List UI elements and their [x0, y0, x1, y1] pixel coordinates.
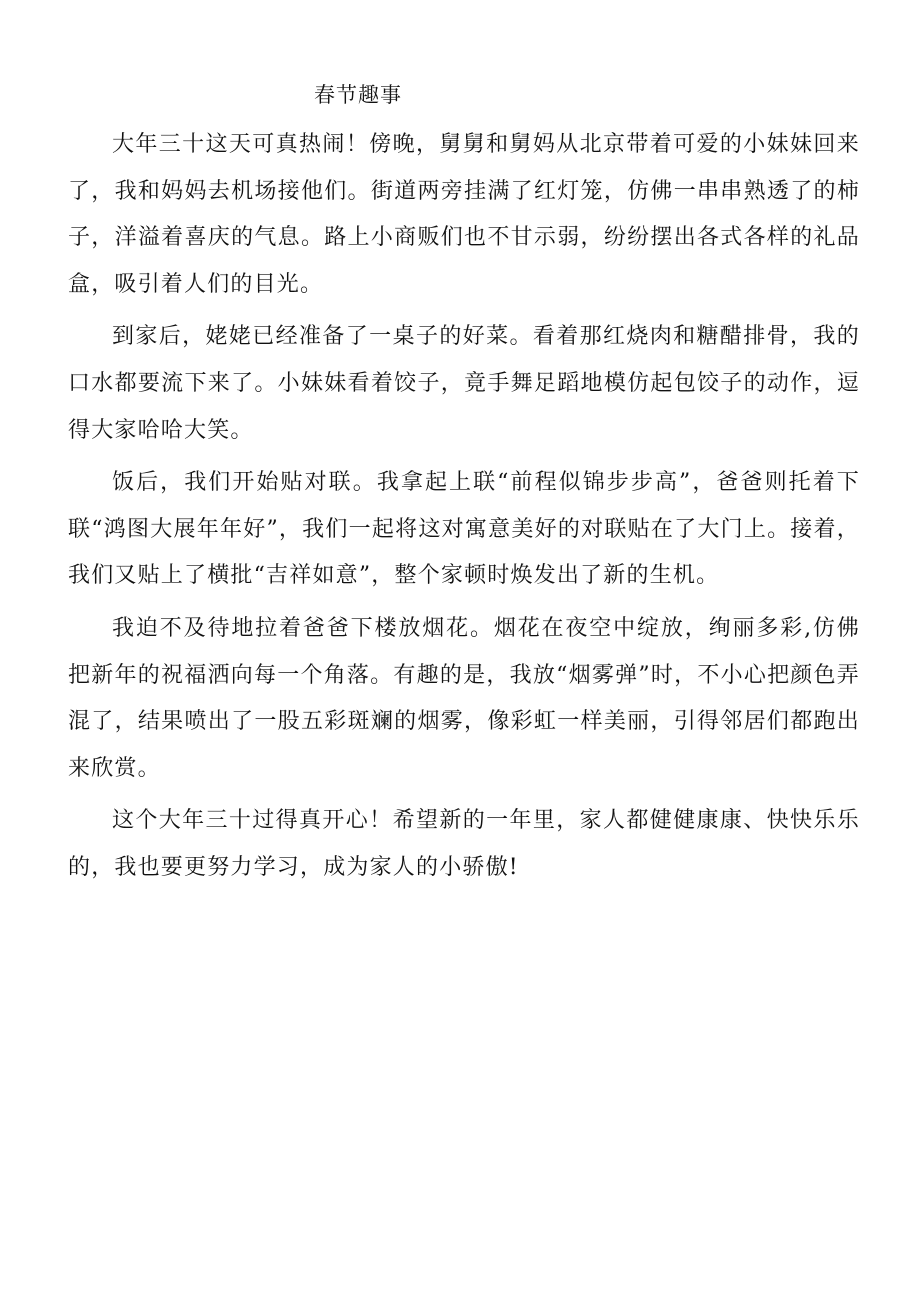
paragraph-1: 大年三十这天可真热闹！傍晚，舅舅和舅妈从北京带着可爱的小妹妹回来了，我和妈妈去机场接他们。街道两旁挂满了红灯笼，仿佛一串串熟透了的柿子，洋溢着喜庆的气息。路上小商贩们也不甘示弱，纷纷摆出各式各样的礼品盒，吸引着人们的目光。	[68, 132, 860, 297]
document-title: 春节趣事	[314, 83, 402, 107]
paragraph-4: 我迫不及待地拉着爸爸下楼放烟花。烟花在夜空中绽放，绚丽多彩,仿佛把新年的祝福洒向每一个角落。有趣的是，我放“烟雾弹”时，不小心把颜色弄混了，结果喷出了一股五彩斑斓的烟雾，像彩虹一样美丽，引得邻居们都跑出来欣赏。	[68, 615, 860, 781]
paragraph-5: 这个大年三十过得真开心！希望新的一年里，家人都健健康康、快快乐乐的，我也要更努力学习，成为家人的小骄傲!	[68, 808, 860, 880]
document-body	[68, 122, 860, 898]
paragraph-3: 饭后，我们开始贴对联。我拿起上联“前程似锦步步高”，爸爸则托着下联“鸿图大展年年好”，我们一起将这对寓意美好的对联贴在了大门上。接着，我们又贴上了横批“吉祥如意”，整个家顿时焕发出了新的生机。	[68, 470, 860, 589]
paragraph-2: 到家后，姥姥已经准备了一桌子的好菜。看着那红烧肉和糖醋排骨，我的口水都要流下来了。小妹妹看着饺子，竟手舞足蹈地模仿起包饺子的动作，逗得大家哈哈大笑。	[68, 324, 860, 443]
